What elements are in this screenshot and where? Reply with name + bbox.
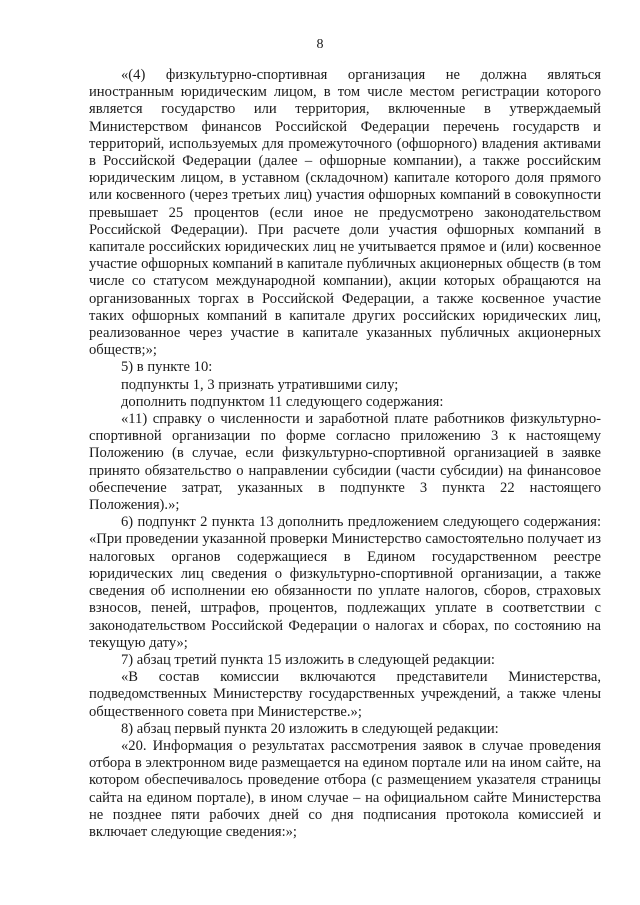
paragraph-commission-composition: «В состав комиссии включаются представители Министерства, подведомственных Министерству государственных учреждений, а также члены общественного совета при Министерстве.»; bbox=[89, 669, 601, 720]
page-number: 8 bbox=[316, 37, 324, 52]
paragraph-item-20-text: «20. Информация о результатах рассмотрения заявок в случае проведения отбора в электронном виде размещается на едином портале или на ином сайте, на котором обеспечивалось проведение отбора (с размещением указателя страницы сайта на едином портале), в ином случае – на официальном сайте Министерства не позднее пяти рабочих дней со дня подписания протокола комиссией и включает следующие сведения:»; bbox=[89, 737, 601, 840]
paragraph-item-6: 6) подпункт 2 пункта 13 дополнить предложением следующего содержания: «При проведении указанной проверки Министерство самостоятельно получает из налоговых органов содержащиеся в Едином государственном реестре юридических лиц сведения о физкультурно-спортивной организации, а также сведения об исполнении ею обязанности по уплате налогов, сборов, страховых взносов, пеней, штрафов, процентов, подлежащих уплате в соответствии с законодательством Российской Федерации о налогах и сборах, по состоянию на текущую дату»; bbox=[89, 514, 601, 651]
paragraph-item-7: 7) абзац третий пункта 15 изложить в следующей редакции: bbox=[121, 651, 495, 668]
paragraph-offshore-condition: «(4) физкультурно-спортивная организация не должна являться иностранным юридическим лицом, в том числе местом регистрации которого является государство или территория, включенные в утверждаемый Министерством финансов Российской Федерации перечень государств и территорий, используемых для промежуточного (офшорного) владения активами в Российской Федерации (далее – офшорные компании), а также российским юридическим лицом, в уставном (складочном) капитале которого доля прямого или косвенного (через третьих лиц) участия офшорных компаний в совокупности превышает 25 процентов (если иное не предусмотрено законодательством Российской Федерации). При расчете доли участия офшорных компаний в капитале российских юридических лиц не учитывается прямое и (или) косвенное участие офшорных компаний в капитале публичных акционерных обществ (в том числе со статусом международной компании), акции которых обращаются на организованных торгах в Российской Федерации, а также косвенное участие таких офшорных компаний в капитале других российских юридических лиц, реализованное через участие в капитале указанных публичных акционерных обществ;»; bbox=[89, 67, 601, 359]
paragraph-subitem-11-text: «11) справку о численности и заработной плате работников физкультурно-спортивной организации по форме согласно приложению 3 к настоящему Положению (в случае, если физкультурно-спортивной организацией в заявке принято обязательство о направлении субсидии (части субсидии) на финансовое обеспечение затрат, указанных в подпункте 3 пункта 22 настоящего Положения).»; bbox=[89, 411, 601, 514]
document-body bbox=[89, 67, 601, 841]
paragraph-subitems-repeal: подпункты 1, 3 признать утратившими силу; bbox=[121, 376, 399, 393]
paragraph-item-8: 8) абзац первый пункта 20 изложить в следующей редакции: bbox=[121, 720, 499, 737]
paragraph-add-subitem-11: дополнить подпунктом 11 следующего содержания: bbox=[121, 393, 444, 410]
paragraph-item-5: 5) в пункте 10: bbox=[121, 359, 213, 376]
